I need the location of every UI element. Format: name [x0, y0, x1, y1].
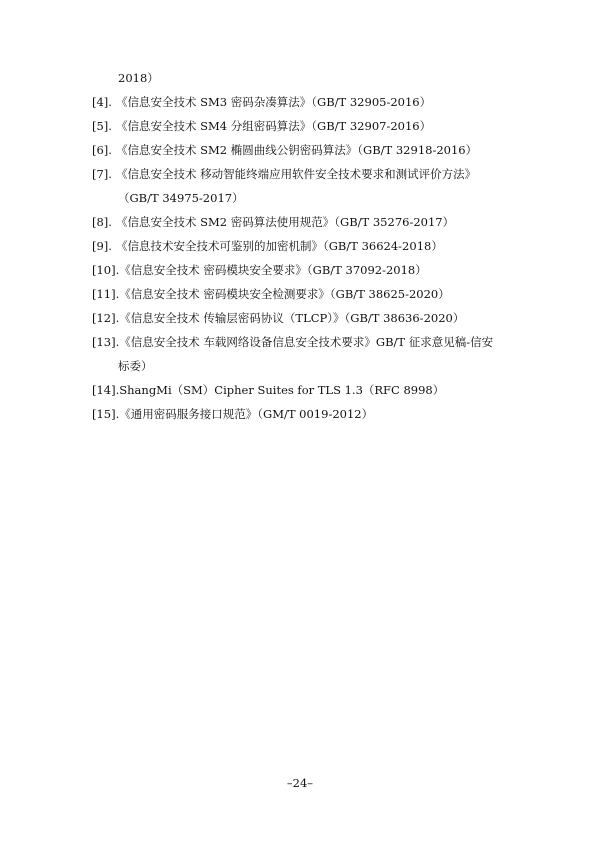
reference-continuation [92, 66, 522, 90]
reference-text: 《信息安全技术 SM4 分组密码算法》（GB/T 32907-2016） [116, 119, 432, 133]
reference-number: [13]. [92, 335, 120, 349]
reference-item-6 [92, 138, 522, 162]
reference-item-5 [92, 114, 522, 138]
reference-number: [4]. [92, 95, 112, 109]
page-number: –24– [286, 776, 314, 790]
reference-number: [5]. [92, 119, 112, 133]
reference-item-15 [92, 402, 522, 426]
reference-item-12 [92, 306, 522, 330]
reference-number: [8]. [92, 215, 112, 229]
reference-text: 《信息安全技术 SM3 密码杂凑算法》（GB/T 32905-2016） [116, 95, 432, 109]
reference-item-9 [92, 234, 522, 258]
reference-number: [12]. [92, 311, 120, 325]
reference-item-13-continuation [92, 354, 522, 378]
reference-item-13 [92, 330, 522, 354]
reference-text-continued: （GB/T 34975-2017） [118, 191, 244, 205]
reference-number: [6]. [92, 143, 112, 157]
reference-number: [15]. [92, 407, 120, 421]
reference-text-continued: 标委） [118, 359, 153, 373]
reference-number: [14]. [92, 383, 120, 397]
reference-text: 《信息安全技术 SM2 椭圆曲线公钥密码算法》（GB/T 32918-2016） [116, 143, 478, 157]
reference-continuation-text: 2018） [118, 71, 159, 85]
reference-text: 《信息安全技术 密码模块安全要求》（GB/T 37092-2018） [119, 263, 427, 277]
reference-item-8 [92, 210, 522, 234]
reference-number: [9]. [92, 239, 112, 253]
reference-text: 《信息安全技术 SM2 密码算法使用规范》（GB/T 35276-2017） [116, 215, 455, 229]
reference-number: [7]. [92, 167, 112, 181]
reference-number: [11]. [92, 287, 120, 301]
reference-text: 《通用密码服务接口规范》（GM/T 0019-2012） [119, 407, 374, 421]
reference-list [92, 66, 522, 426]
reference-text: 《信息安全技术 传输层密码协议（TLCP）》（GB/T 38636-2020） [119, 311, 465, 325]
reference-item-10 [92, 258, 522, 282]
reference-item-14 [92, 378, 522, 402]
reference-item-7 [92, 162, 522, 186]
reference-text: 《信息安全技术 移动智能终端应用软件安全技术要求和测试评价方法》 [116, 167, 477, 181]
reference-text: 《信息安全技术 密码模块安全检测要求》（GB/T 38625-2020） [119, 287, 450, 301]
reference-item-4 [92, 90, 522, 114]
reference-text: ShangMi（SM）Cipher Suites for TLS 1.3（RFC 8998） [119, 383, 445, 397]
reference-item-11 [92, 282, 522, 306]
reference-text: 《信息技术安全技术可鉴别的加密机制》（GB/T 36624-2018） [116, 239, 443, 253]
reference-text: 《信息安全技术 车载网络设备信息安全技术要求》GB/T 征求意见稿-信安 [119, 335, 494, 349]
reference-item-7-continuation [92, 186, 522, 210]
reference-number: [10]. [92, 263, 120, 277]
